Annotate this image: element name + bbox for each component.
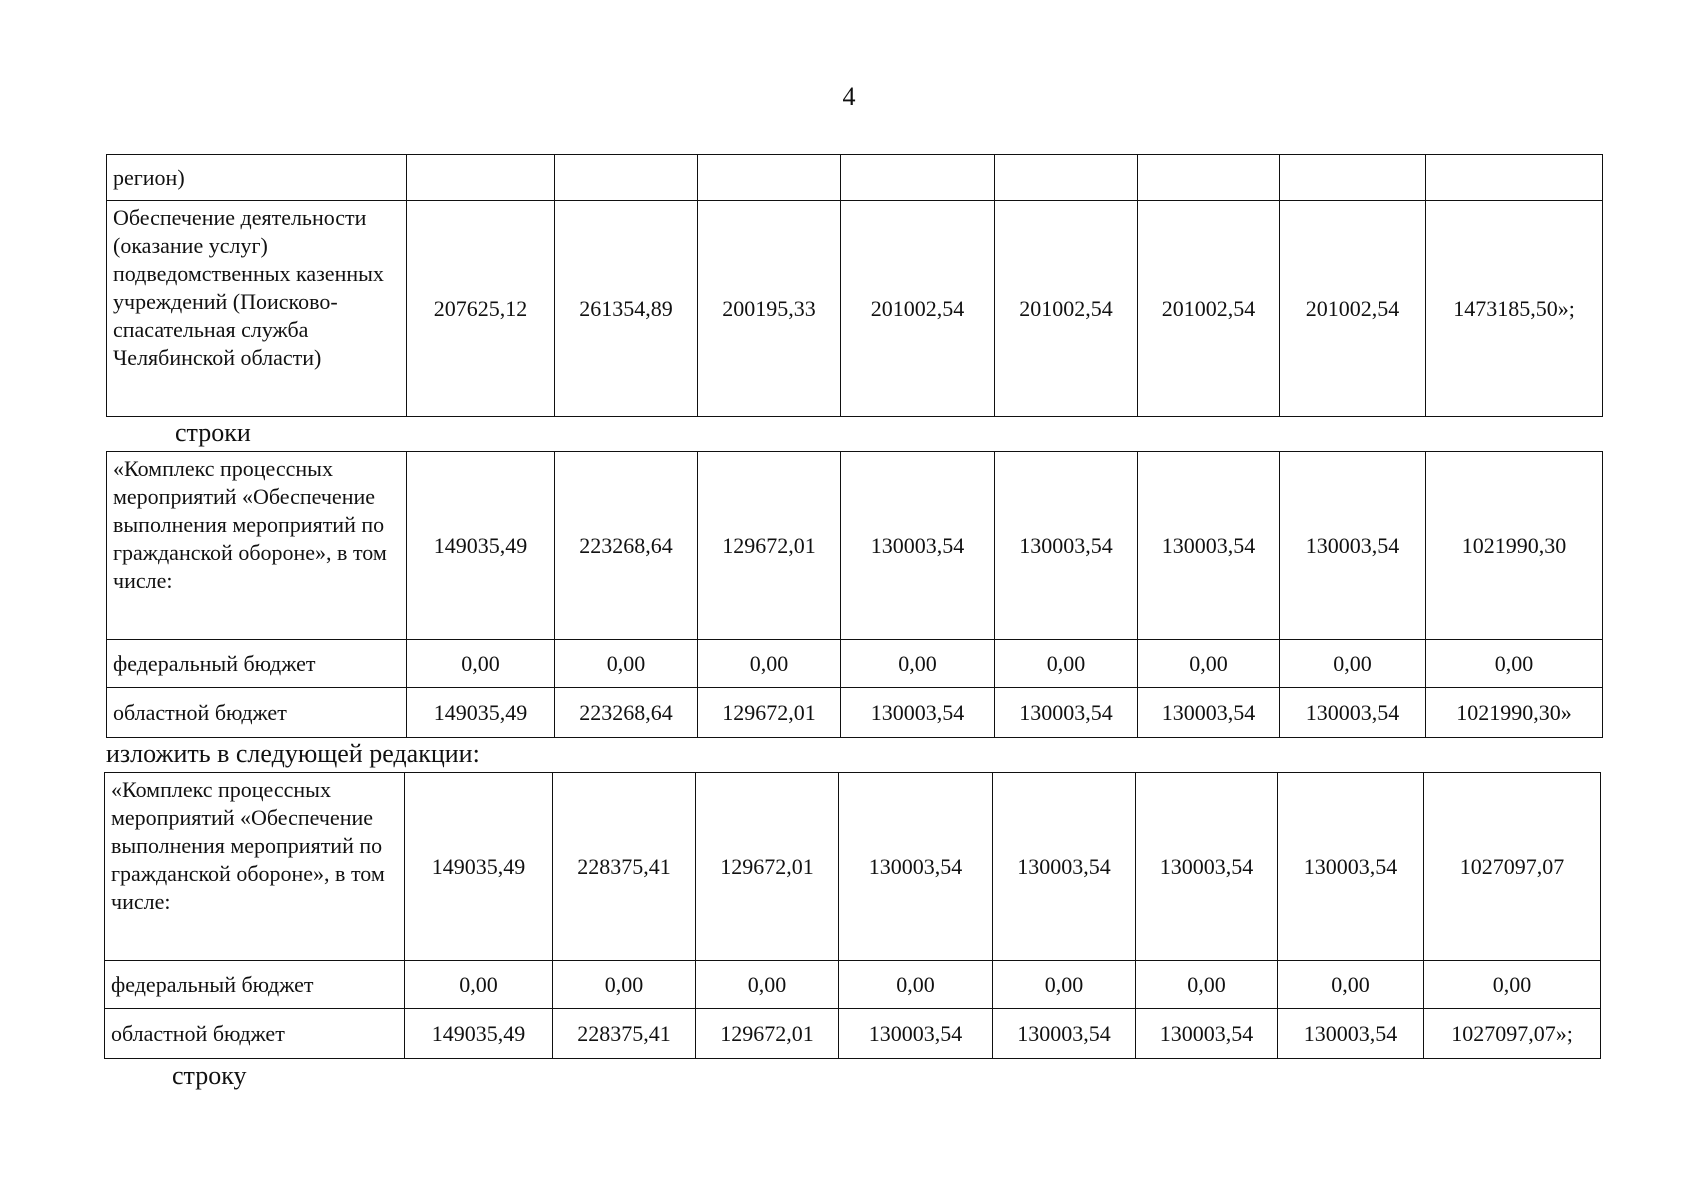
value-cell: 0,00 — [841, 640, 995, 688]
value-cell: 130003,54 — [1138, 688, 1280, 738]
value-cell: 149035,49 — [405, 773, 553, 961]
value-cell: 228375,41 — [553, 773, 696, 961]
value-cell — [995, 155, 1138, 201]
table-row — [107, 688, 1603, 738]
value-cell: 130003,54 — [839, 1009, 993, 1059]
value-cell: 201002,54 — [995, 201, 1138, 417]
value-cell: 130003,54 — [1280, 452, 1426, 640]
value-cell: 130003,54 — [995, 452, 1138, 640]
value-cell: 0,00 — [553, 961, 696, 1009]
value-cell: 149035,49 — [407, 688, 555, 738]
value-cell: 207625,12 — [407, 201, 555, 417]
value-cell: 0,00 — [1424, 961, 1601, 1009]
value-cell: 0,00 — [995, 640, 1138, 688]
value-cell: 0,00 — [839, 961, 993, 1009]
budget-table-1 — [106, 154, 1603, 417]
value-cell: 1473185,50»; — [1426, 201, 1603, 417]
value-cell: 1027097,07»; — [1424, 1009, 1601, 1059]
budget-table-3 — [104, 772, 1601, 1059]
value-cell: 130003,54 — [1138, 452, 1280, 640]
table-row — [105, 1009, 1601, 1059]
row-name: федеральный бюджет — [105, 961, 405, 1009]
page-number: 4 — [842, 82, 856, 111]
value-cell: 130003,54 — [1136, 773, 1278, 961]
value-cell — [1280, 155, 1426, 201]
value-cell: 130003,54 — [841, 688, 995, 738]
value-cell: 0,00 — [993, 961, 1136, 1009]
value-cell: 0,00 — [405, 961, 553, 1009]
value-cell: 129672,01 — [696, 773, 839, 961]
value-cell — [698, 155, 841, 201]
value-cell: 149035,49 — [405, 1009, 553, 1059]
value-cell: 200195,33 — [698, 201, 841, 417]
value-cell: 130003,54 — [839, 773, 993, 961]
value-cell — [841, 155, 995, 201]
value-cell: 0,00 — [1278, 961, 1424, 1009]
value-cell: 129672,01 — [696, 1009, 839, 1059]
value-cell: 1021990,30 — [1426, 452, 1603, 640]
row-name: федеральный бюджет — [107, 640, 407, 688]
caption-row: строку — [172, 1061, 247, 1090]
row-name: «Комплекс процессных мероприятий «Обеспечение выполнения мероприятий по гражданской обороне», в том числе: — [107, 452, 407, 640]
value-cell: 0,00 — [696, 961, 839, 1009]
table-row — [105, 773, 1601, 961]
value-cell — [1138, 155, 1280, 201]
value-cell: 0,00 — [1426, 640, 1603, 688]
value-cell: 130003,54 — [993, 1009, 1136, 1059]
value-cell: 201002,54 — [1280, 201, 1426, 417]
value-cell: 130003,54 — [1278, 1009, 1424, 1059]
value-cell — [1426, 155, 1603, 201]
row-name: регион) — [107, 155, 407, 201]
value-cell: 130003,54 — [1136, 1009, 1278, 1059]
value-cell: 0,00 — [407, 640, 555, 688]
value-cell: 130003,54 — [995, 688, 1138, 738]
value-cell: 149035,49 — [407, 452, 555, 640]
caption-replace: изложить в следующей редакции: — [106, 739, 480, 768]
value-cell: 0,00 — [1138, 640, 1280, 688]
budget-table-2 — [106, 451, 1603, 738]
value-cell: 129672,01 — [698, 688, 841, 738]
value-cell: 130003,54 — [993, 773, 1136, 961]
value-cell: 130003,54 — [841, 452, 995, 640]
row-name: областной бюджет — [107, 688, 407, 738]
table-row — [107, 640, 1603, 688]
value-cell: 201002,54 — [841, 201, 995, 417]
value-cell: 0,00 — [555, 640, 698, 688]
caption-rows: строки — [175, 418, 251, 447]
value-cell — [555, 155, 698, 201]
value-cell — [407, 155, 555, 201]
value-cell: 223268,64 — [555, 452, 698, 640]
value-cell: 0,00 — [1280, 640, 1426, 688]
value-cell: 1027097,07 — [1424, 773, 1601, 961]
table-row — [107, 452, 1603, 640]
value-cell: 261354,89 — [555, 201, 698, 417]
row-name: «Комплекс процессных мероприятий «Обеспечение выполнения мероприятий по гражданской обороне», в том числе: — [105, 773, 405, 961]
table-row — [105, 961, 1601, 1009]
value-cell: 0,00 — [1136, 961, 1278, 1009]
value-cell: 228375,41 — [553, 1009, 696, 1059]
value-cell: 129672,01 — [698, 452, 841, 640]
value-cell: 223268,64 — [555, 688, 698, 738]
table-row — [107, 155, 1603, 201]
row-name: областной бюджет — [105, 1009, 405, 1059]
value-cell: 130003,54 — [1280, 688, 1426, 738]
value-cell: 201002,54 — [1138, 201, 1280, 417]
table-row — [107, 201, 1603, 417]
value-cell: 0,00 — [698, 640, 841, 688]
row-name: Обеспечение деятельности (оказание услуг) подведомственных казенных учреждений (Поисково-спасательная служба Челябинской области) — [107, 201, 407, 417]
value-cell: 130003,54 — [1278, 773, 1424, 961]
value-cell: 1021990,30» — [1426, 688, 1603, 738]
